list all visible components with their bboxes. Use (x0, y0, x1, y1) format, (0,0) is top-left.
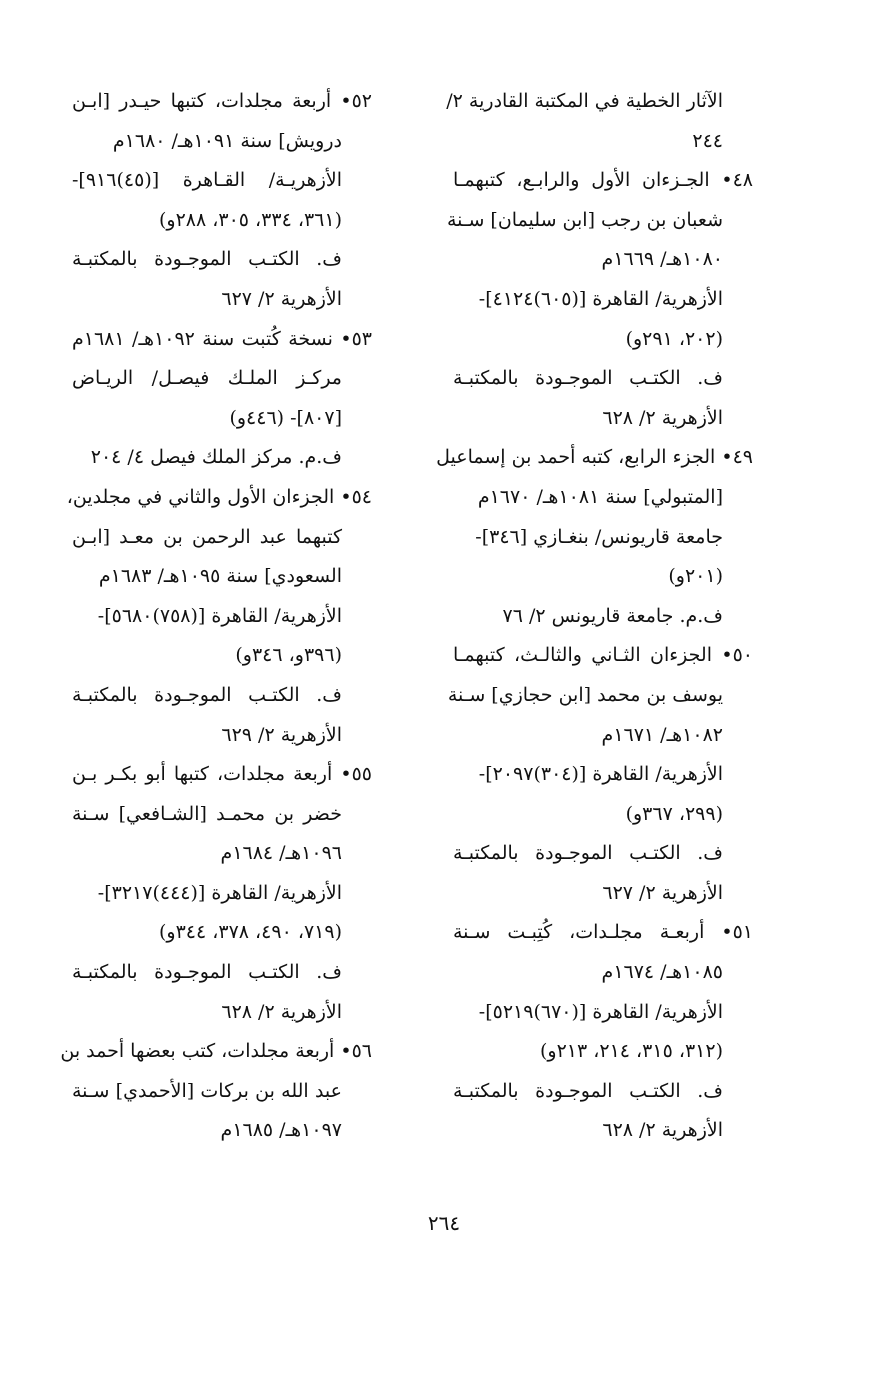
entry-first-line: ٤٨• الجـزءان الأول والرابـع، كتبهمـا (453, 169, 753, 192)
text-line: الأزهرية/ القاهرة [(٦٧٠)٥٢١٩]- (478, 1000, 723, 1023)
text-line: ١٠٨٠هـ/ ١٦٦٩م (601, 248, 723, 271)
entry-first-line: ٥٣• نسخة كُتبت سنة ١٠٩٢هـ/ ١٦٨١م (72, 327, 372, 350)
text-line: (٢٩٩، ٣٦٧و) (625, 802, 723, 825)
text-line: (٣٩٦و، ٣٤٦و) (235, 644, 342, 667)
entry-first-line: ٥٥• أربعة مجلدات، كتبها أبو بكـر بـن (72, 763, 372, 786)
text-line: ١٠٨٢هـ/ ١٦٧١م (601, 723, 723, 746)
text-line: (٢٠١و) (668, 565, 723, 588)
right-text-column (436, 82, 753, 1151)
text-line: [٨٠٧]- (٤٤٦و) (229, 406, 342, 429)
entry-first-line: ٥٢• أربعة مجلدات، كتبها حيـدر [ابـن (72, 90, 372, 112)
text-line: ف.م. مركز الملك فيصل ٤/ ٢٠٤ (90, 446, 342, 469)
text-line: الأزهرية/ القاهرة [(٦٠٥)٤١٢٤]- (478, 287, 723, 310)
text-line: ف.م. جامعة قاريونس ٢/ ٧٦ (502, 604, 723, 627)
text-line: ف. الكتـب الموجـودة بالمكتبـة (453, 367, 723, 390)
text-line: عبد الله بن بركات [الأحمدي] سـنة (72, 1079, 342, 1102)
text-line: شعبان بن رجب [ابن سليمان] سـنة (446, 208, 723, 231)
text-line: (٣٦١، ٣٣٤، ٣٠٥، ٢٨٨و) (158, 208, 342, 231)
entry-first-line: ٥٤• الجزءان الأول والثاني في مجلدين، (66, 485, 372, 508)
text-line: الأزهرية/ القاهرة [(٤٤٤)٣٢١٧]- (97, 881, 342, 904)
text-line: الأزهرية ٢/ ٦٢٩ (221, 723, 342, 746)
text-line: كتبهما عبد الرحمن بن معـد [ابـن (72, 525, 342, 548)
text-line: [المتبولي] سنة ١٠٨١هـ/ ١٦٧٠م (477, 485, 723, 508)
text-line: السعودي] سنة ١٠٩٥هـ/ ١٦٨٣م (98, 565, 342, 588)
text-line: الأزهرية/ القاهرة [(٧٥٨)٥٦٨٠]- (97, 604, 342, 627)
entry-first-line: ٥٦• أربعة مجلدات، كتب بعضها أحمد بن (60, 1040, 372, 1063)
text-line: الآثار الخطية في المكتبة القادرية ٢/ (446, 90, 723, 112)
text-line: الأزهرية ٢/ ٦٢٧ (602, 881, 723, 904)
text-line: ١٠٩٦هـ/ ١٦٨٤م (220, 842, 342, 865)
text-line: الأزهرية ٢/ ٦٢٧ (221, 287, 342, 310)
text-line: الأزهرية ٢/ ٦٢٨ (221, 1000, 342, 1023)
text-line: ف. الكتـب الموجـودة بالمكتبـة (72, 961, 342, 984)
text-line: ف. الكتـب الموجـودة بالمكتبـة (453, 1079, 723, 1102)
text-line: ف. الكتـب الموجـودة بالمكتبـة (453, 842, 723, 865)
text-line: (٢٠٢، ٢٩١و) (625, 327, 723, 350)
entry-first-line: ٥١• أربعـة مجلـدات، كُتِبـت سـنة (453, 921, 753, 944)
text-line: خضر بن محمـد [الشـافعي] سـنة (72, 802, 342, 825)
text-line: الأزهرية/ القاهرة [(٣٠٤)٢٠٩٧]- (478, 763, 723, 786)
text-line: يوسف بن محمد [ابن حجازي] سـنة (447, 683, 723, 706)
text-line: ١٠٨٥هـ/ ١٦٧٤م (601, 961, 723, 984)
text-line: ف. الكتـب الموجـودة بالمكتبـة (72, 683, 342, 706)
entry-first-line: ٥٠• الجزءان الثـاني والثالـث، كتبهمـا (453, 644, 753, 667)
text-line: الأزهريـة/ القـاهرة [(٤٥)٩١٦]- (72, 169, 342, 192)
text-line: الأزهرية ٢/ ٦٢٨ (602, 1119, 723, 1142)
text-line: ١٠٩٧هـ/ ١٦٨٥م (220, 1119, 342, 1142)
text-line: ٢٤٤ (692, 129, 723, 152)
text-line: جامعة قاريونس/ بنغـازي [٣٤٦]- (475, 525, 723, 548)
text-line: درويش] سنة ١٠٩١هـ/ ١٦٨٠م (112, 129, 342, 152)
entry-first-line: ٤٩• الجزء الرابع، كتبه أحمد بن إسماعيل (436, 446, 753, 469)
text-line: مركـز الملـك فيصـل/ الريـاض (72, 367, 342, 390)
text-line: (٧١٩، ٤٩٠، ٣٧٨، ٣٤٤و) (158, 921, 342, 944)
page-number: ٢٦٤ (427, 1211, 461, 1235)
left-text-column (60, 82, 372, 1151)
text-line: ف. الكتـب الموجـودة بالمكتبـة (72, 248, 342, 271)
text-line: (٣١٢، ٣١٥، ٢١٤، ٢١٣و) (539, 1040, 723, 1063)
text-line: الأزهرية ٢/ ٦٢٨ (602, 406, 723, 429)
